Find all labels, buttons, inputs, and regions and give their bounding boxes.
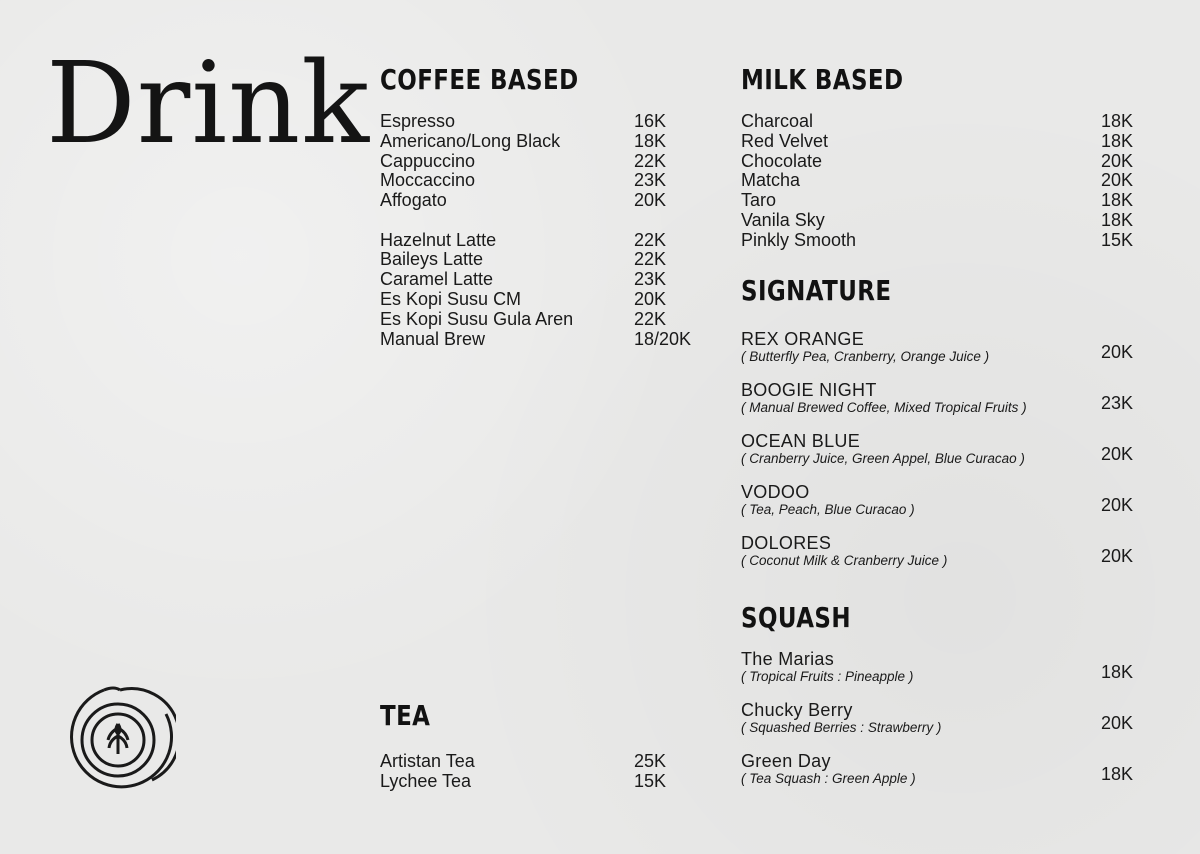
menu-item	[741, 380, 1141, 431]
item-price: 25K	[634, 751, 667, 771]
item-description: ( Squashed Berries : Strawberry )	[741, 720, 942, 735]
coffee-heading: COFFEE BASED	[380, 63, 579, 96]
item-price: 18K	[1100, 662, 1133, 682]
item-name: REX ORANGE	[741, 329, 865, 349]
item-name: Chucky Berry	[741, 700, 853, 720]
item-name: Lychee Tea	[380, 770, 472, 791]
item-name: OCEAN BLUE	[741, 431, 861, 451]
item-price: 18K	[1100, 764, 1133, 784]
item-description: ( Cranberry Juice, Green Appel, Blue Curacao )	[741, 451, 1025, 466]
item-name: Espresso	[380, 111, 456, 131]
item-name: Es Kopi Susu Gula Aren	[380, 308, 574, 329]
item-name: Taro	[741, 190, 777, 211]
item-price: 23K	[634, 170, 667, 191]
item-price: 20K	[1100, 546, 1133, 566]
item-name: Green Day	[741, 751, 831, 771]
menu-item	[741, 649, 1141, 700]
item-name: Americano/Long Black	[380, 130, 561, 151]
item-description: ( Tea, Peach, Blue Curacao )	[741, 502, 915, 517]
menu-item	[741, 231, 1141, 251]
item-price: 20K	[1100, 495, 1133, 515]
item-price: 23K	[1100, 393, 1133, 413]
menu-item	[380, 772, 710, 792]
tea-heading: TEA	[380, 699, 431, 732]
menu-item	[741, 482, 1141, 533]
item-name: Manual Brew	[380, 328, 486, 349]
page-title: Drink	[46, 39, 371, 169]
menu-item	[741, 171, 1141, 191]
leaf-circle-logo-icon	[64, 684, 176, 792]
milk-heading: MILK BASED	[741, 63, 904, 96]
tea-section	[380, 699, 710, 792]
item-price: 15K	[634, 770, 667, 791]
item-price: 20K	[634, 288, 667, 309]
menu-item	[741, 132, 1141, 152]
item-price: 20K	[1100, 444, 1133, 464]
menu-item	[741, 533, 1141, 584]
signature-heading: SIGNATURE	[741, 274, 892, 307]
menu-item	[380, 191, 710, 211]
item-price: 20K	[1100, 150, 1133, 171]
item-description: ( Butterfly Pea, Cranberry, Orange Juice )	[741, 349, 990, 364]
menu-item	[380, 330, 710, 350]
item-price: 18K	[634, 130, 667, 151]
menu-item	[741, 211, 1141, 231]
item-price: 18/20K	[634, 328, 692, 349]
menu-item	[380, 270, 710, 290]
item-price: 20K	[1100, 342, 1133, 362]
coffee-section	[380, 63, 710, 349]
item-price: 22K	[634, 249, 667, 270]
menu-item	[380, 171, 710, 191]
item-name: DOLORES	[741, 533, 832, 553]
item-price: 20K	[1100, 713, 1133, 733]
item-price: 15K	[1100, 229, 1133, 250]
item-description: ( Tea Squash : Green Apple )	[741, 771, 916, 786]
milk-section	[741, 63, 1141, 251]
menu-item	[741, 112, 1141, 132]
item-name: Pinkly Smooth	[741, 229, 857, 250]
item-name: Hazelnut Latte	[380, 229, 497, 250]
item-name: Affogato	[380, 190, 447, 211]
signature-section	[741, 274, 1141, 584]
item-description: ( Manual Brewed Coffee, Mixed Tropical Fruits )	[741, 400, 1027, 415]
menu-item	[380, 231, 710, 251]
menu-item	[380, 152, 710, 172]
menu-item	[380, 310, 710, 330]
item-price: 18K	[1100, 111, 1133, 131]
item-name: Baileys Latte	[380, 249, 484, 270]
item-name: Es Kopi Susu CM	[380, 288, 522, 309]
squash-section	[741, 601, 1141, 802]
item-price: 23K	[634, 269, 667, 290]
group-spacer	[380, 211, 710, 231]
item-name: BOOGIE NIGHT	[741, 380, 877, 400]
item-price: 20K	[1100, 170, 1133, 191]
item-name: Cappuccino	[380, 150, 476, 171]
item-price: 22K	[634, 308, 667, 329]
menu-item	[741, 191, 1141, 211]
item-price: 22K	[634, 150, 667, 171]
menu-item	[380, 752, 710, 772]
item-price: 18K	[1100, 209, 1133, 230]
item-price: 20K	[634, 190, 667, 211]
menu-item	[741, 152, 1141, 172]
item-price: 22K	[634, 229, 667, 250]
menu-item	[741, 751, 1141, 802]
menu-item	[380, 132, 710, 152]
item-name: VODOO	[741, 482, 810, 502]
menu-item	[380, 290, 710, 310]
menu-item	[741, 329, 1141, 380]
item-name: Chocolate	[741, 150, 823, 171]
menu-item	[380, 112, 710, 132]
squash-heading: SQUASH	[741, 601, 851, 634]
menu-item	[380, 250, 710, 270]
item-name: Red Velvet	[741, 130, 829, 151]
item-name: Charcoal	[741, 111, 814, 131]
item-name: Moccaccino	[380, 170, 476, 191]
item-price: 18K	[1100, 130, 1133, 151]
item-name: Artistan Tea	[380, 751, 475, 771]
menu-item	[741, 431, 1141, 482]
item-name: Caramel Latte	[380, 269, 494, 290]
menu-item	[741, 700, 1141, 751]
item-name: The Marias	[741, 649, 835, 669]
item-price: 16K	[634, 111, 667, 131]
item-description: ( Tropical Fruits : Pineapple )	[741, 669, 914, 684]
item-name: Matcha	[741, 170, 801, 191]
item-description: ( Coconut Milk & Cranberry Juice )	[741, 553, 948, 568]
item-price: 18K	[1100, 190, 1133, 211]
item-name: Vanila Sky	[741, 209, 825, 230]
